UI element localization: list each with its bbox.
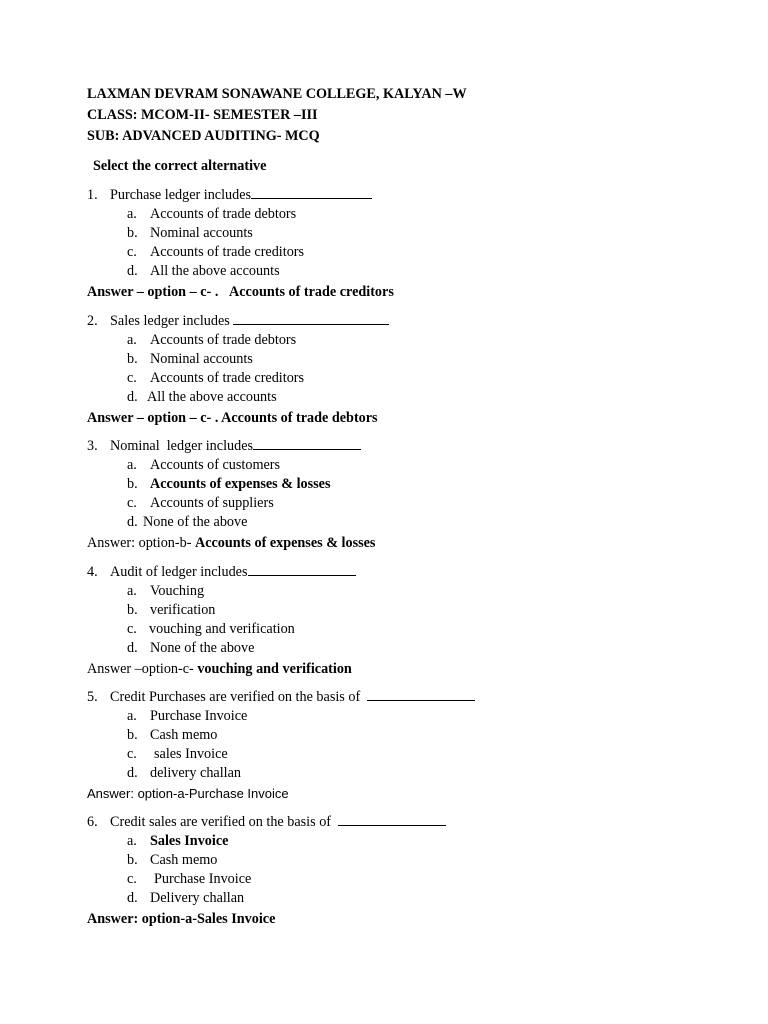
answer-text: Accounts of trade creditors (229, 284, 394, 300)
option-c (87, 870, 727, 889)
answer-blank (338, 813, 446, 826)
option-letter: c. (127, 746, 137, 762)
option-text: Nominal accounts (150, 225, 253, 241)
answer-text: vouching and verification (197, 661, 352, 677)
document-header (87, 84, 467, 147)
question-number: 6. (87, 814, 98, 830)
option-d (87, 388, 727, 407)
option-letter: b. (127, 476, 138, 492)
option-b (87, 350, 727, 369)
question-number: 1. (87, 187, 98, 203)
option-c (87, 620, 727, 639)
question-3 (87, 437, 727, 553)
option-text: Cash memo (150, 852, 218, 868)
answer-blank (248, 563, 356, 576)
option-text: vouching and verification (149, 621, 295, 637)
question-number: 5. (87, 689, 98, 705)
option-letter: b. (127, 351, 138, 367)
option-text: Accounts of trade creditors (150, 370, 305, 386)
option-text: None of the above (143, 514, 248, 530)
answer-blank (367, 688, 475, 701)
option-text: Purchase Invoice (154, 871, 252, 887)
option-text: Accounts of trade debtors (150, 206, 297, 222)
answer-line (87, 659, 727, 679)
answer-line: Answer: option-a-Sales Invoice (87, 911, 276, 927)
answer-blank (251, 186, 372, 199)
answer-blank (233, 312, 389, 325)
option-text: Purchase Invoice (150, 708, 248, 724)
subject-line: SUB: ADVANCED AUDITING- MCQ (87, 128, 320, 144)
answer-line (87, 408, 727, 428)
question-text: Purchase ledger includes (110, 187, 252, 203)
question-text: Sales ledger includes (110, 313, 230, 329)
option-letter: c. (127, 871, 137, 887)
option-text: verification (150, 602, 216, 618)
instruction: Select the correct alternative (93, 158, 267, 174)
option-c (87, 745, 727, 764)
option-a (87, 707, 727, 726)
question-2 (87, 312, 727, 428)
answer-line (87, 533, 727, 553)
option-a (87, 582, 727, 601)
class-line: CLASS: MCOM-II- SEMESTER –III (87, 107, 318, 123)
option-b (87, 601, 727, 620)
option-letter: a. (127, 708, 137, 724)
option-a (87, 331, 727, 350)
option-d (87, 262, 727, 281)
option-letter: d. (127, 514, 138, 530)
option-a (87, 456, 727, 475)
option-letter: a. (127, 833, 137, 849)
option-c (87, 369, 727, 388)
question-4 (87, 563, 727, 679)
option-d (87, 889, 727, 908)
question-text: Audit of ledger includes (110, 564, 248, 580)
option-d (87, 639, 727, 658)
question-6 (87, 813, 727, 929)
option-letter: c. (127, 621, 137, 637)
answer-line: Answer: option-a-Purchase Invoice (87, 786, 289, 801)
option-b (87, 475, 727, 494)
answer-prefix: Answer –option-c- (87, 661, 194, 677)
answer-prefix: Answer: option-b- (87, 535, 192, 551)
option-letter: b. (127, 727, 138, 743)
answer-prefix: Answer – option – c- . (87, 410, 219, 426)
option-text: Accounts of expenses & losses (150, 476, 331, 492)
answer-text: Accounts of trade debtors (221, 410, 378, 426)
option-letter: a. (127, 583, 137, 599)
option-letter: c. (127, 370, 137, 386)
option-b (87, 726, 727, 745)
question-number: 4. (87, 564, 98, 580)
option-text: Accounts of trade creditors (150, 244, 305, 260)
option-a (87, 205, 727, 224)
option-d (87, 764, 727, 783)
question-text: Credit Purchases are verified on the basis of (110, 689, 361, 705)
option-text: Delivery challan (150, 890, 245, 906)
option-letter: b. (127, 602, 138, 618)
option-letter: d. (127, 640, 138, 656)
option-text: delivery challan (150, 765, 241, 781)
option-text: All the above accounts (150, 263, 280, 279)
option-letter: a. (127, 457, 137, 473)
option-d (87, 513, 727, 532)
option-text: Accounts of customers (150, 457, 281, 473)
question-1 (87, 186, 727, 302)
option-a (87, 832, 727, 851)
option-text: Vouching (150, 583, 205, 599)
option-text: Nominal accounts (150, 351, 253, 367)
question-text: Nominal ledger includes (110, 438, 254, 454)
option-b (87, 224, 727, 243)
question-text: Credit sales are verified on the basis of (110, 814, 332, 830)
answer-blank (253, 437, 361, 450)
option-text: Cash memo (150, 727, 218, 743)
option-text: All the above accounts (147, 389, 277, 405)
option-text: Accounts of trade debtors (150, 332, 297, 348)
option-letter: a. (127, 206, 137, 222)
option-letter: d. (127, 765, 138, 781)
option-letter: c. (127, 495, 137, 511)
question-5 (87, 688, 727, 804)
option-letter: d. (127, 263, 138, 279)
option-letter: c. (127, 244, 137, 260)
option-text: sales Invoice (154, 746, 228, 762)
answer-text: Accounts of expenses & losses (194, 535, 376, 551)
option-text: Sales Invoice (150, 833, 229, 849)
option-b (87, 851, 727, 870)
option-letter: a. (127, 332, 137, 348)
option-letter: d. (127, 389, 138, 405)
question-number: 3. (87, 438, 98, 454)
question-number: 2. (87, 313, 98, 329)
option-letter: b. (127, 225, 138, 241)
option-letter: d. (127, 890, 138, 906)
option-text: Accounts of suppliers (150, 495, 274, 511)
college-name: LAXMAN DEVRAM SONAWANE COLLEGE, KALYAN –W (87, 86, 467, 102)
option-text: None of the above (150, 640, 255, 656)
answer-prefix: Answer – option – c- . (87, 284, 219, 300)
option-c (87, 494, 727, 513)
option-c (87, 243, 727, 262)
answer-line (87, 282, 727, 302)
option-letter: b. (127, 852, 138, 868)
